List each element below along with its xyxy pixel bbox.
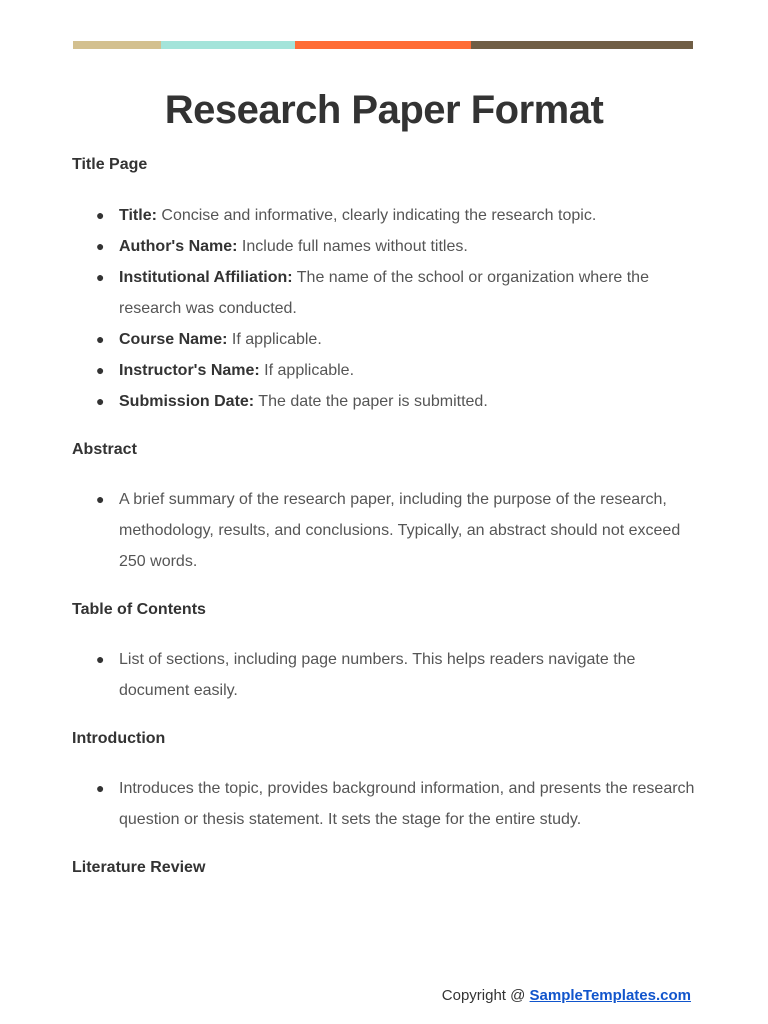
- sampletemplates-link[interactable]: SampleTemplates.com: [529, 987, 691, 1004]
- bullet-list: [72, 644, 702, 706]
- bullet-icon: ●: [96, 393, 105, 409]
- section-heading: Literature Review: [72, 859, 206, 876]
- item-term: Title:: [119, 207, 157, 224]
- item-term: Institutional Affiliation:: [119, 269, 293, 286]
- bullet-icon: ●: [96, 238, 105, 254]
- bullet-list: [72, 773, 702, 835]
- item-text: The date the paper is submitted.: [254, 393, 488, 410]
- bullet-list: [72, 484, 702, 577]
- item-text: If applicable.: [227, 331, 322, 348]
- item-text: Introduces the topic, provides background information, and presents the research question or thesis statement. It sets the stage for the entire study.: [119, 780, 695, 828]
- item-text: Include full names without titles.: [237, 238, 468, 255]
- item-text: The name of the school or organization where the research was conducted.: [119, 269, 649, 317]
- item-term: Course Name:: [119, 331, 228, 348]
- bullet-icon: ●: [96, 362, 105, 378]
- item-term: Author's Name:: [119, 238, 238, 255]
- color-bar-segment-tan: [73, 41, 161, 49]
- list-item: [72, 644, 702, 706]
- list-item: [72, 386, 702, 417]
- page-title: Research Paper Format: [164, 88, 604, 132]
- item-text: Concise and informative, clearly indicating the research topic.: [156, 207, 597, 224]
- list-item: [72, 231, 702, 262]
- list-item: [72, 324, 702, 355]
- list-item: [72, 484, 702, 577]
- list-item: [72, 773, 702, 835]
- item-text: List of sections, including page numbers. This helps readers navigate the document easily.: [119, 651, 636, 699]
- item-text: A brief summary of the research paper, including the purpose of the research, methodology, results, and conclusions. Typically, an abstract should not exceed 250 words.: [119, 491, 681, 570]
- list-item: [72, 355, 702, 386]
- section-abstract: [72, 437, 702, 577]
- document-content: [72, 152, 702, 901]
- list-item: [72, 262, 702, 324]
- copyright-label: Copyright @: [441, 987, 530, 1004]
- section-heading: Table of Contents: [72, 601, 206, 618]
- item-text: If applicable.: [259, 362, 355, 379]
- copyright-footer: [442, 987, 691, 1004]
- section-heading: Abstract: [72, 441, 137, 458]
- bullet-icon: ●: [96, 331, 105, 347]
- item-term: Instructor's Name:: [119, 362, 260, 379]
- section-title-page: [72, 152, 702, 417]
- bullet-icon: ●: [96, 780, 105, 796]
- bullet-icon: ●: [96, 651, 105, 667]
- bullet-list: [72, 200, 702, 417]
- section-literature-review: [72, 855, 702, 881]
- color-bar-segment-mint: [161, 41, 295, 49]
- section-table-of-contents: [72, 597, 702, 706]
- list-item: [72, 200, 702, 231]
- section-introduction: [72, 726, 702, 835]
- item-term: Submission Date:: [119, 393, 255, 410]
- color-bar-segment-brown: [471, 41, 693, 49]
- section-heading: Title Page: [72, 156, 148, 173]
- decorative-color-bar: [73, 41, 693, 49]
- section-heading: Introduction: [72, 730, 166, 747]
- bullet-icon: ●: [96, 269, 105, 285]
- bullet-icon: ●: [96, 207, 105, 223]
- bullet-icon: ●: [96, 491, 105, 507]
- color-bar-segment-orange: [295, 41, 471, 49]
